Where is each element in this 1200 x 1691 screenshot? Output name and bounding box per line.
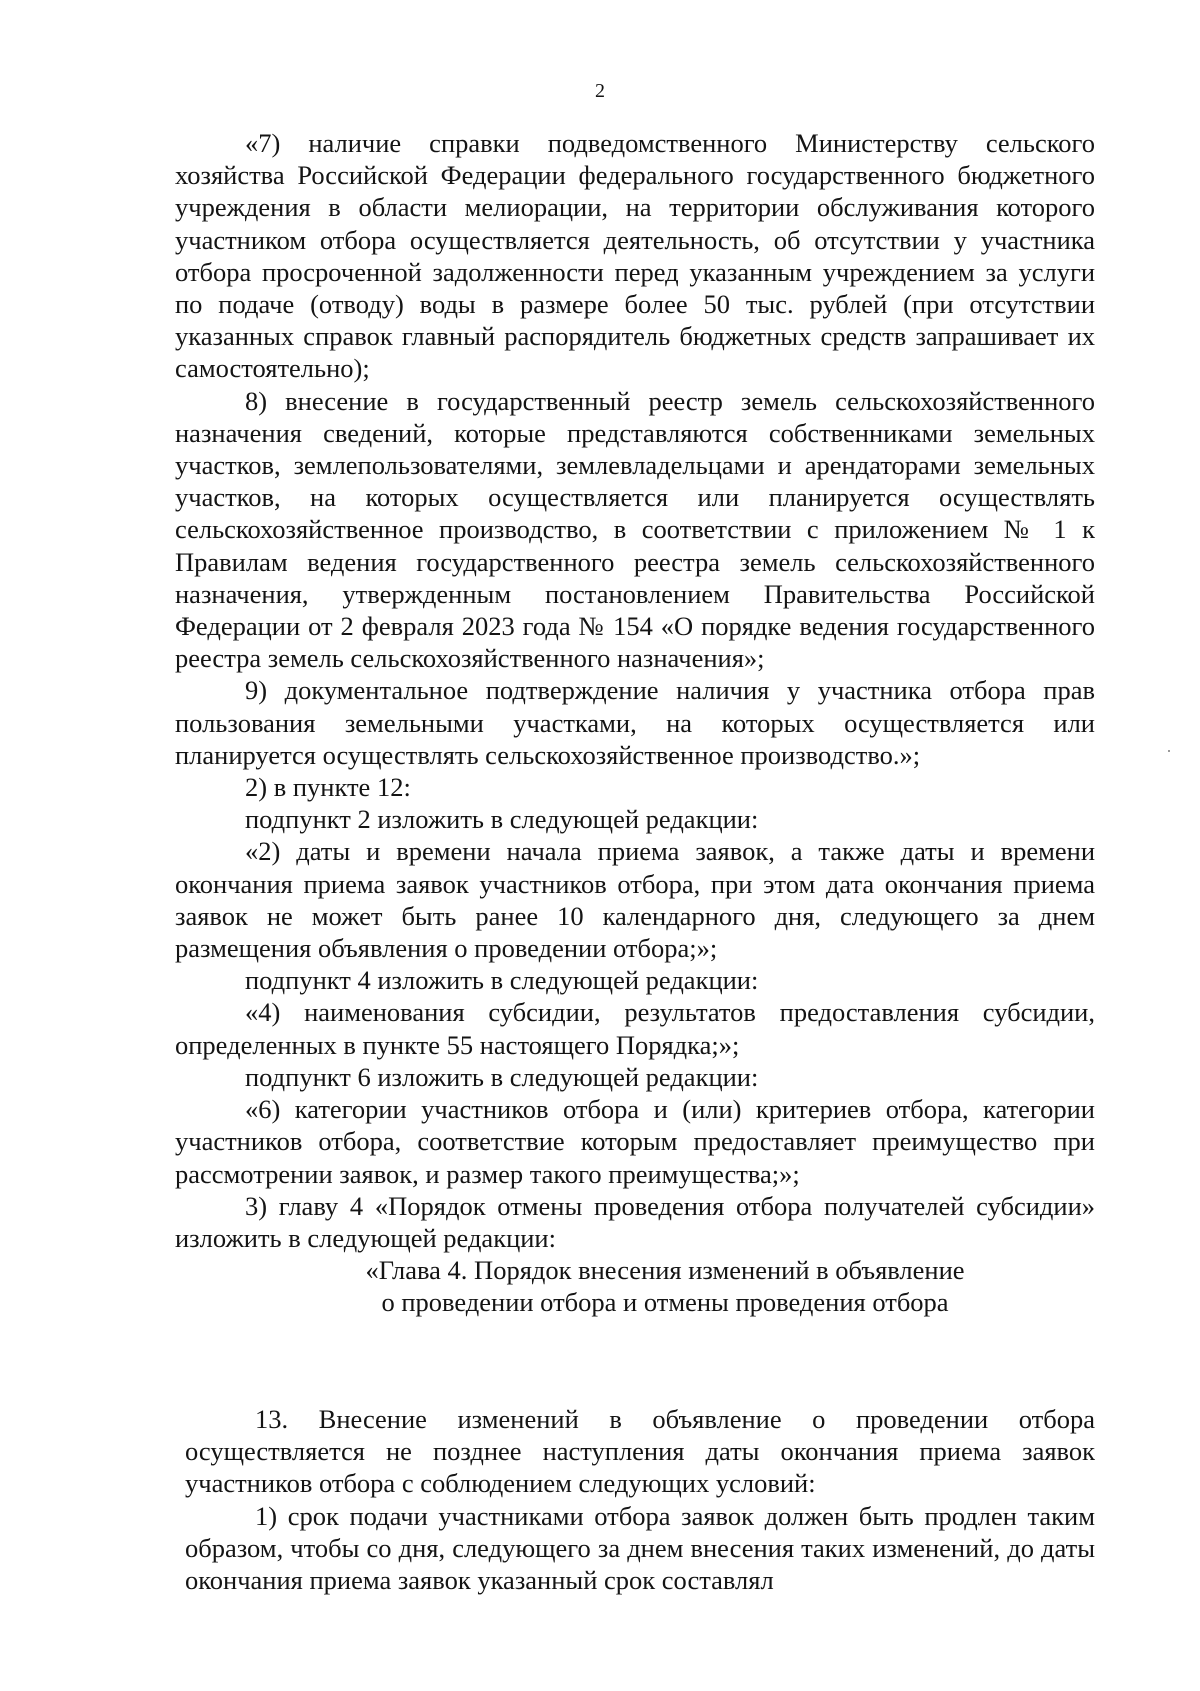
paragraph-chapter-4-intro: 3) главу 4 «Порядок отмены проведения отбора получателей субсидии» изложить в следующей редакции: (175, 1190, 1095, 1253)
paragraph-subpoint-2-text: «2) даты и времени начала приема заявок, а также даты и времени окончания приема заявок участников отбора, при этом дата окончания приема заявок не может быть ранее 10 календарного дня, следующего за днем размещения объявления о проведении отбора;»; (175, 836, 1095, 964)
chapter-body (185, 1403, 1095, 1596)
paragraph-subpoint-4-text: «4) наименования субсидии, результатов предоставления субсидии, определенных в пункте 55 настоящего Порядка;»; (175, 997, 1095, 1060)
paragraph-item-7: «7) наличие справки подведомственного Министерству сельского хозяйства Российской Федерации федерального государственного бюджетного учреждения в области мелиорации, на территории обслуживания которого участником отбора осуществляется деятельность, об отсутствии у участника отбора просроченной задолженности перед указанным учреждением за услуги по подаче (отводу) воды в размере более 50 тыс. рублей (при отсутствии указанных справок главный распорядитель бюджетных средств запрашивает их самостоятельно); (175, 128, 1095, 384)
paragraph-condition-1: 1) срок подачи участниками отбора заявок должен быть продлен таким образом, чтобы со дня, следующего за днем внесения таких изменений, до даты окончания приема заявок указанный срок составлял (185, 1500, 1095, 1596)
page-number: 2 (595, 80, 605, 102)
paragraph-subpoint-6-text: «6) категории участников отбора и (или) критериев отбора, категории участников отбора, соответствие которым предоставляет преимущество при рассмотрении заявок, и размер такого преимущества;»; (175, 1094, 1095, 1189)
paragraph-subpoint-6-intro: подпункт 6 изложить в следующей редакции: (245, 1061, 759, 1092)
paragraph-point-12: 2) в пункте 12: (245, 772, 411, 803)
chapter-title-line-1: «Глава 4. Порядок внесения изменений в объявление (365, 1255, 965, 1286)
document-body (175, 127, 1095, 1319)
paragraph-subpoint-2-intro: подпункт 2 изложить в следующей редакции: (245, 804, 759, 835)
scan-artifact (1168, 750, 1170, 752)
paragraph-item-9: 9) документальное подтверждение наличия у участника отбора прав пользования земельными участками, на которых осуществляется или планируется осуществлять сельскохозяйственное производство.»; (175, 675, 1095, 770)
paragraph-subpoint-4-intro: подпункт 4 изложить в следующей редакции: (245, 965, 759, 996)
chapter-title-line-2: о проведении отбора и отмены проведения отбора (381, 1287, 949, 1318)
paragraph-item-8: 8) внесение в государственный реестр земель сельскохозяйственного назначения сведений, которые представляются собственниками земельных участков, землепользователями, землевладельцами и арендаторами земельных участков, на которых осуществляется или планируется осуществлять сельскохозяйственное производство, в соответствии с приложением № 1 к Правилам ведения государственного реестра земель сельскохозяйственного назначения, утвержденным постановлением Правительства Российской Федерации от 2 февраля 2023 года № 154 «О порядке ведения государственного реестра земель сельскохозяйственного назначения»; (175, 385, 1095, 674)
paragraph-point-13: 13. Внесение изменений в объявление о проведении отбора осуществляется не позднее наступления даты окончания приема заявок участников отбора с соблюдением следующих условий: (185, 1404, 1095, 1499)
